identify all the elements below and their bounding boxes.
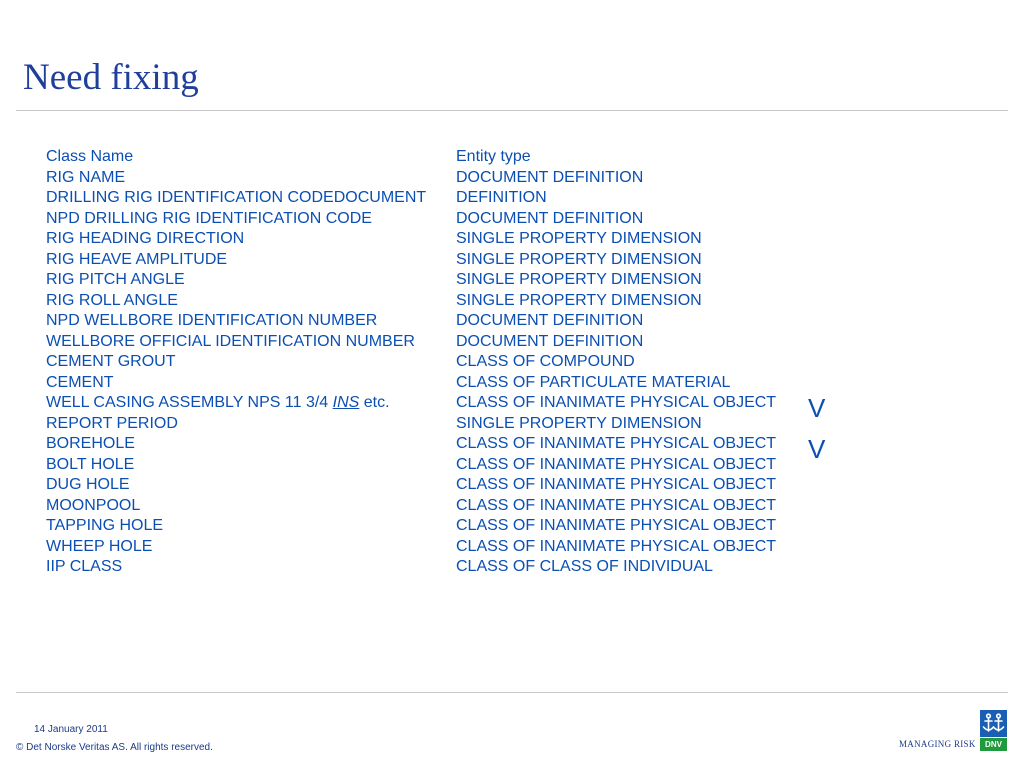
class-name-cell: BOLT HOLE [46,455,135,473]
ins-tag: INS [332,394,360,411]
check-mark [804,250,829,271]
check-mark [804,270,829,291]
footer-date: 14 January 2011 [34,724,108,735]
entity-type-cell: DOCUMENT DEFINITION [456,332,644,350]
class-name-cell: BOREHOLE [46,435,135,452]
check-mark [804,352,829,373]
class-name-cell: DUG HOLE [46,476,130,493]
entity-type-cell: CLASS OF INANIMATE PHYSICAL OBJECT [456,455,777,473]
table-row [42,475,829,496]
entity-type-cell: DOCUMENT DEFINITION [456,209,644,227]
entity-type-cell: SINGLE PROPERTY DIMENSION [456,230,702,247]
class-name-cell: WELLBORE OFFICIAL IDENTIFICATION NUMBER [46,332,415,350]
table-row [42,270,829,291]
check-mark: V [808,434,826,464]
class-name-cell: REPORT PERIOD [46,414,178,432]
footer-copyright: © Det Norske Veritas AS. All rights reserved. [16,742,213,753]
check-mark [804,311,829,332]
table-row [42,168,829,189]
check-mark [804,496,829,517]
managing-risk-tagline: MANAGING RISK [899,739,976,749]
entity-type-cell: SINGLE PROPERTY DIMENSION [456,271,702,288]
class-name-cell: RIG HEAVE AMPLITUDE [46,250,228,268]
table-row [42,496,829,517]
dnv-wordmark: DNV [980,738,1007,751]
class-name-cell: TAPPING HOLE [46,517,164,534]
entity-type-cell: CLASS OF INANIMATE PHYSICAL OBJECT [456,394,777,411]
check-mark [804,475,829,496]
entity-type-cell: SINGLE PROPERTY DIMENSION [456,250,702,268]
check-mark [804,332,829,353]
table-row [42,352,829,373]
class-name-cell: RIG PITCH ANGLE [46,271,185,288]
table-row [42,250,829,271]
table-row [42,188,829,209]
column-header-entity-type: Entity type [456,148,531,165]
check-mark [804,291,829,312]
anchor-icon [980,710,1007,737]
entity-type-cell: CLASS OF INANIMATE PHYSICAL OBJECT [456,476,777,493]
dnv-logo [980,710,1007,751]
table-row [42,557,829,578]
entity-type-cell: CLASS OF INANIMATE PHYSICAL OBJECT [456,435,777,452]
footer-divider [16,692,1008,693]
class-name-cell: RIG ROLL ANGLE [46,291,178,309]
table-row [42,209,829,230]
check-mark [804,373,829,394]
table-row [42,393,829,414]
table-row [42,311,829,332]
check-mark: V [808,393,826,423]
table-row [42,291,829,312]
class-name-suffix: etc. [359,394,390,411]
entity-type-cell: DEFINITION [456,189,547,206]
class-name-cell: CEMENT [46,373,114,391]
check-mark [804,516,829,537]
entity-type-cell: DOCUMENT DEFINITION [456,312,644,329]
check-mark [804,229,829,250]
entity-type-cell: CLASS OF INANIMATE PHYSICAL OBJECT [456,496,777,514]
column-header-class-name: Class Name [46,148,134,165]
table-row [42,455,829,476]
check-mark [804,188,829,209]
class-name-cell: DRILLING RIG IDENTIFICATION CODEDOCUMENT [46,189,427,206]
class-name-cell: RIG HEADING DIRECTION [46,230,245,247]
check-mark [804,557,829,578]
entity-type-cell: CLASS OF INANIMATE PHYSICAL OBJECT [456,517,777,534]
table-row [42,373,829,394]
class-name-prefix: WELL CASING ASSEMBLY NPS 11 3/4 [46,394,333,411]
class-name-cell: WHEEP HOLE [46,537,153,555]
check-mark [804,537,829,558]
class-name-cell: RIG NAME [46,168,126,186]
class-name-cell: MOONPOOL [46,496,141,514]
class-name-cell: NPD WELLBORE IDENTIFICATION NUMBER [46,312,378,329]
table-header-row [42,147,829,168]
check-mark [804,168,829,189]
entity-type-cell: CLASS OF CLASS OF INDIVIDUAL [456,558,713,575]
table-row [42,537,829,558]
class-name-cell: CEMENT GROUT [46,353,176,370]
entity-type-cell: DOCUMENT DEFINITION [456,168,644,186]
column-mark [804,147,829,168]
class-name-cell [42,393,452,414]
header-divider [16,110,1008,111]
check-mark [804,209,829,230]
table-row [42,414,829,435]
class-name-cell: NPD DRILLING RIG IDENTIFICATION CODE [46,209,372,227]
table-row [42,516,829,537]
entity-type-cell: CLASS OF PARTICULATE MATERIAL [456,373,731,391]
table-row [42,332,829,353]
entity-type-cell: CLASS OF COMPOUND [456,353,635,370]
entity-type-cell: SINGLE PROPERTY DIMENSION [456,291,702,309]
slide-title: Need fixing [23,57,199,98]
table-row [42,229,829,250]
entity-type-cell: CLASS OF INANIMATE PHYSICAL OBJECT [456,537,777,555]
class-table [42,147,829,578]
class-name-cell: IIP CLASS [46,558,123,575]
table-row [42,434,829,455]
entity-type-cell: SINGLE PROPERTY DIMENSION [456,414,702,432]
